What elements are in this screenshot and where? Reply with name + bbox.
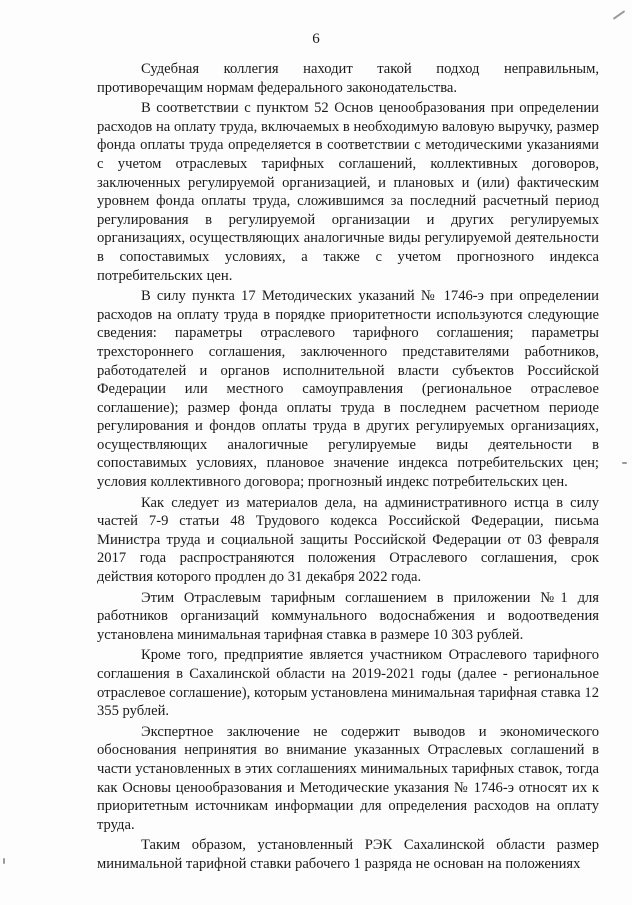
- paragraph-3: В силу пункта 17 Методических указаний № 1746-э при определении расходов на оплату труда в порядке приоритетности используются следующие сведения: параметры отраслевого тарифного соглашения; параметры трехстороннего соглашения, заключенного представителями работников, работодателей и органов исполнительной власти субъектов Российской Федерации или местного самоуправления (региональное отраслевое соглашение); размер фонда оплаты труда в последнем расчетном периоде регулирования и фондов оплаты труда в других регулируемых организациях, осуществляющих аналогичные регулируемые виды деятельности в сопоставимых условиях, плановое значение индекса потребительских цен; условия коллективного договора; прогнозный индекс потребительских цен.: [97, 288, 599, 491]
- paragraph-8: Таким образом, установленный РЭК Сахалинской области размер минимальной тарифной ставки рабочего 1 разряда не основан на положениях: [97, 837, 599, 872]
- page-number: 6: [312, 31, 320, 47]
- document-body: [97, 60, 599, 874]
- paragraph-6: Кроме того, предприятие является участником Отраслевого тарифного соглашения в Сахалинской области на 2019-2021 годы (далее - региональное отраслевое соглашение), которым установлена минимальная тарифная ставка 12 355 рублей.: [97, 647, 599, 720]
- scan-mark-top-right: [613, 10, 626, 20]
- paragraph-1: Судебная коллегия находит такой подход неправильным, противоречащим нормам федерального законодательства.: [97, 61, 599, 96]
- scan-mark-right-1: [622, 462, 627, 464]
- paragraph-5: Этим Отраслевым тарифным соглашением в приложении №1 для работников организаций коммунального водоснабжения и водоотведения установлена минимальная тарифная ставка в размере 10 303 рублей.: [97, 589, 599, 643]
- paragraph-4: Как следует из материалов дела, на административного истца в силу частей 7-9 статьи 48 Трудового кодекса Российской Федерации, письма Министра труда и социальной защиты Российской Федерации от 03 февраля 2017 года распространяются положения Отраслевого соглашения, срок действия которого продлен до 31 декабря 2022 года.: [97, 494, 599, 586]
- paragraph-2: В соответствии с пунктом 52 Основ ценообразования при определении расходов на оплату труда, включаемых в необходимую валовую выручку, размер фонда оплаты труда определяется в соответствии с методическими указаниями с учетом отраслевых тарифных соглашений, коллективных договоров, заключенных регулируемой организацией, и плановых и (или) фактическим уровнем фонда оплаты труда, сложившимся за последний расчетный период регулирования в регулируемой организации и других регулируемых организациях, осуществляющих аналогичные виды регулируемой деятельности в сопоставимых условиях, а также с учетом прогнозного индекса потребительских цен.: [97, 100, 599, 284]
- scan-mark-left-1: [3, 858, 5, 864]
- paragraph-7: Экспертное заключение не содержит выводов и экономического обоснования непринятия во внимание указанных Отраслевых соглашений в части установленных в этих соглашениях минимальных тарифных ставок, тогда как Основы ценообразования и Методические указания № 1746-э относят их к приоритетным источникам информации для определения расходов на оплату труда.: [97, 723, 599, 833]
